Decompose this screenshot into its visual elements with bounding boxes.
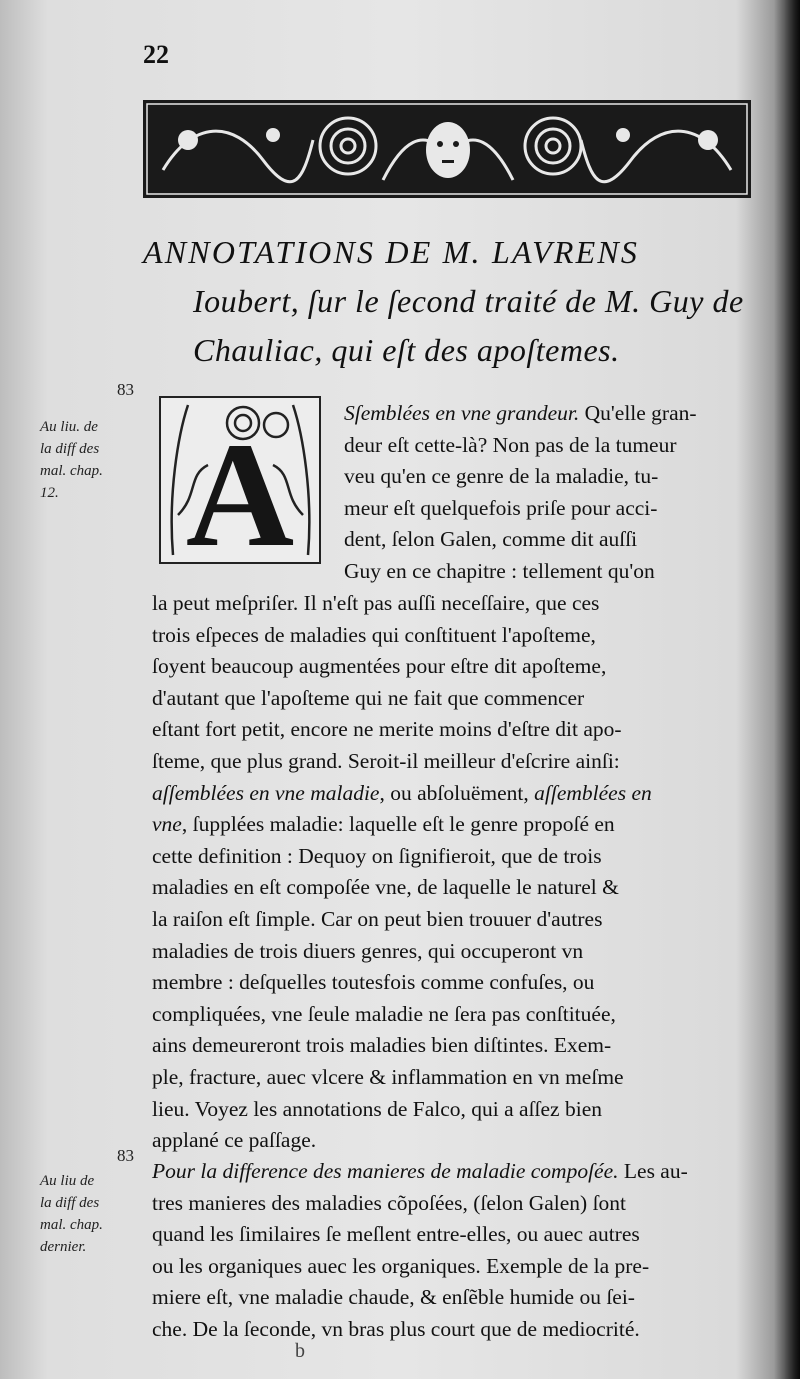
text-line: che. De la ſeconde, vn bras plus court que de mediocrité.	[152, 1316, 640, 1341]
text-line: ſteme, que plus grand. Seroit-il meilleur d'eſcrire ainſi:	[152, 748, 620, 773]
text-line: Pour la difference des manieres de maladie compoſée. Les au-	[152, 1159, 688, 1183]
text-line: Sſemblées en vne grandeur. Qu'elle gran-	[344, 401, 697, 425]
signature-mark: b	[295, 1340, 305, 1362]
text-line: dent, ſelon Galen, comme dit auſſi	[344, 527, 638, 552]
text-line: trois eſpeces de maladies qui conſtituent l'apoſteme,	[152, 622, 596, 647]
text-line: la raiſon eſt ſimple. Car on peut bien trouuer d'autres	[152, 906, 603, 931]
text-line: veu qu'en ce genre de la maladie, tu-	[344, 464, 659, 489]
page-number: 22	[143, 40, 169, 69]
margin-note-line: mal. chap.	[40, 1217, 103, 1233]
paragraph-1-indented	[344, 398, 756, 588]
text-line: compliquées, vne ſeule maladie ne ſera pas conſtituée,	[152, 1001, 616, 1026]
text-line: miere eſt, vne maladie chaude, & enſẽble humide ou ſei-	[152, 1285, 635, 1310]
margin-number-2: 83	[117, 1146, 134, 1165]
decorated-initial	[158, 395, 322, 565]
text-line: ſoyent beaucoup augmentées pour eſtre dit apoſteme,	[152, 654, 607, 679]
text-line: applané ce paſſage.	[152, 1128, 317, 1153]
text-line: tres manieres des maladies cõpoſées, (ſelon Galen) ſont	[152, 1190, 627, 1215]
text-line: maladies de trois diuers genres, qui occuperont vn	[152, 938, 584, 963]
margin-note-line: Au liu de	[40, 1173, 95, 1189]
text-line: membre : deſquelles toutesfois comme confuſes, ou	[152, 970, 595, 995]
binding-shadow	[774, 0, 800, 1379]
text-line: ou les organiques auec les organiques. Exemple de la pre-	[152, 1253, 650, 1278]
margin-note-1	[40, 416, 103, 504]
margin-note-line: Au liu. de	[40, 419, 98, 435]
text-line: deur eſt cette-là? Non pas de la tumeur	[344, 432, 677, 457]
margin-number-1: 83	[117, 380, 134, 399]
text-line: vne, ſupplées maladie: laquelle eſt le genre propoſé en	[152, 812, 615, 837]
margin-note-line: dernier.	[40, 1239, 87, 1255]
margin-note-line: la diff des	[40, 1195, 100, 1211]
chapter-title	[143, 228, 763, 375]
text-line: la peut meſpriſer. Il n'eſt pas auſſi neceſſaire, que ces	[152, 591, 600, 615]
text-line: maladies en eſt compoſée vne, de laquelle le naturel &	[152, 875, 619, 900]
title-line-2: Ioubert, ſur le ſecond traité de M. Guy de	[193, 283, 744, 319]
text-line: d'autant que l'apoſteme qui ne fait que commencer	[152, 685, 585, 710]
title-line-3: Chauliac, qui eſt des apoſtemes.	[193, 332, 620, 368]
margin-note-2	[40, 1170, 103, 1258]
text-line: ple, fracture, auec vlcere & inflammation en vn meſme	[152, 1064, 624, 1089]
lemma: Sſemblées en vne grandeur.	[344, 401, 580, 425]
text-line: lieu. Voyez les annotations de Falco, qui a aſſez bien	[152, 1096, 602, 1121]
ornamental-headpiece	[143, 100, 751, 198]
text-line: quand les ſimilaires ſe meſlent entre-elles, ou auec autres	[152, 1222, 640, 1247]
margin-note-line: 12.	[40, 485, 59, 501]
margin-note-line: la diff des	[40, 441, 100, 457]
text-line: cette definition : Dequoy on ſignifieroit, que de trois	[152, 843, 602, 868]
paragraph-1-body	[152, 588, 756, 1157]
text-line: meur eſt quelquefois priſe pour acci-	[344, 495, 658, 520]
text-line: Guy en ce chapitre : tellement qu'on	[344, 558, 655, 583]
text-line: aſſemblées en vne maladie, ou abſoluëment, aſſemblées en	[152, 780, 652, 805]
margin-note-line: mal. chap.	[40, 463, 103, 479]
title-line-1: ANNOTATIONS DE M. LAVRENS	[143, 234, 640, 270]
text-line: ains demeureront trois maladies bien diſtintes. Exem-	[152, 1033, 612, 1058]
initial-letter: A	[185, 412, 295, 565]
text-line: eſtant fort petit, encore ne merite moins d'eſtre dit apo-	[152, 717, 622, 742]
paragraph-2	[152, 1156, 756, 1346]
